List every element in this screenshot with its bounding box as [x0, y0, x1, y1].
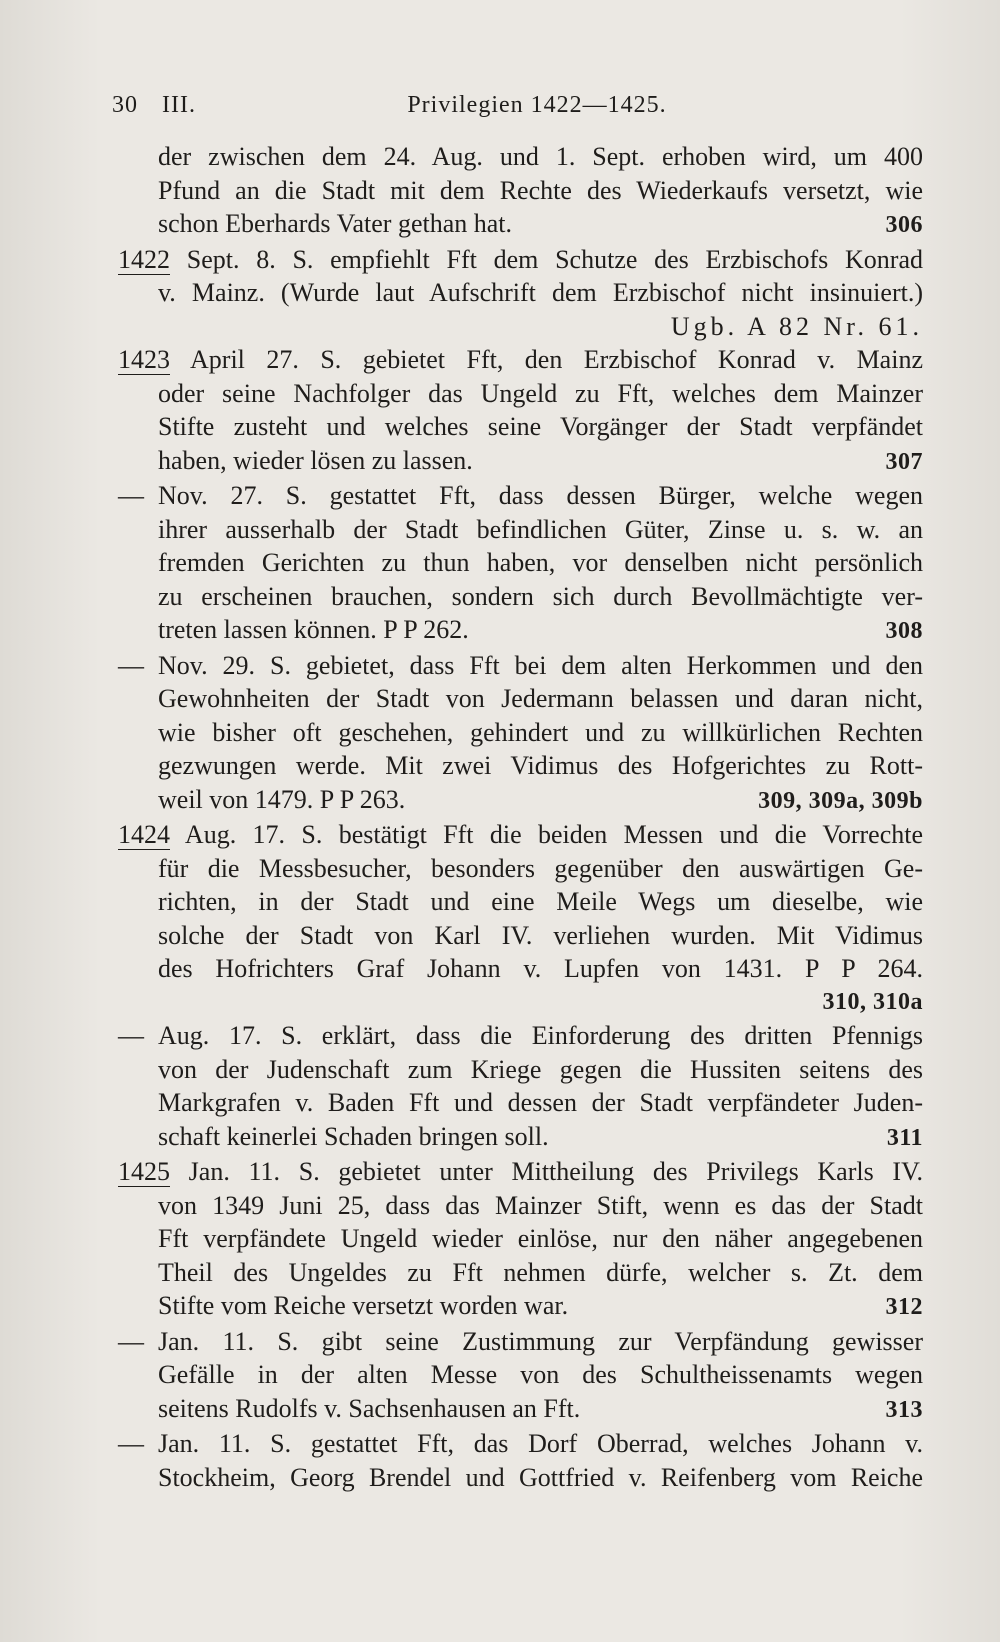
regest-entry: [118, 243, 923, 344]
entry-text: Jan. 11. S. gebietet unter Mittheilung des Privilegs Karls IV.: [170, 1157, 923, 1186]
entry-year: 1424: [118, 820, 170, 849]
entry-number-line: [158, 986, 923, 1020]
regest-entry: [118, 1325, 923, 1428]
entry-text: April 27. S. gebietet Fft, den Erzbischof Konrad v. Mainz: [170, 345, 923, 374]
entry-last-line: [158, 783, 923, 819]
entry-line: Theil des Ungeldes zu Fft nehmen dürfe, welcher s. Zt. dem: [158, 1257, 923, 1287]
entry-first-line: [118, 1155, 923, 1189]
regest-entry: [118, 479, 923, 649]
entry-last-line: [158, 1120, 923, 1156]
entry-text: weil von 1479. P P 263.: [158, 784, 406, 814]
entry-year: 1422: [118, 244, 170, 274]
regest-number: 306: [885, 212, 923, 238]
entry-line: ihrer ausserhalb der Stadt befindlichen Güter, Zinse u. s. w. an: [158, 514, 923, 544]
entry-line: wie bisher oft geschehen, gehindert und zu willkürlichen Rechten: [158, 717, 923, 747]
entry-first-line: [118, 1427, 923, 1461]
ditto-dash: —: [118, 1326, 144, 1356]
regest-number: 312: [885, 1294, 923, 1320]
regest-entry: [118, 1155, 923, 1325]
regest-entry: [118, 1427, 923, 1494]
regest-entry: [118, 343, 923, 479]
source-reference: Ugb. A 82 Nr. 61.: [670, 311, 923, 341]
regest-number: 311: [886, 1124, 923, 1151]
regest-entry: [118, 649, 923, 819]
entry-line: von 1349 Juni 25, dass das Mainzer Stift, wenn es das der Stadt: [158, 1190, 923, 1220]
regest-entry: [118, 140, 923, 243]
regest-entry: [118, 818, 923, 1019]
entry-text: seitens Rudolfs v. Sachsenhausen an Fft.: [158, 1393, 581, 1423]
page-number: 30: [112, 92, 138, 118]
entry-line: Gefälle in der alten Messe von des Schultheissenamts wegen: [158, 1360, 923, 1389]
entry-year: 1425: [118, 1157, 170, 1186]
entry-text: Aug. 17. S. bestätigt Fft die beiden Messen und die Vorrechte: [170, 820, 923, 849]
entry-text: Stifte vom Reiche versetzt worden war.: [158, 1291, 569, 1320]
entry-text: schon Eberhards Vater gethan hat.: [158, 209, 513, 238]
ditto-dash: —: [118, 481, 144, 510]
entry-text: Aug. 17. S. erklärt, dass die Einforderung des dritten Pfennigs: [158, 1021, 923, 1050]
entry-year: 1423: [118, 345, 170, 374]
regest-number: 310, 310a: [822, 988, 923, 1015]
entry-line: v. Mainz. (Wurde laut Aufschrift dem Erzbischof nicht insinuiert.): [158, 278, 923, 307]
entry-line: fremden Gerichten zu thun haben, vor denselben nicht persönlich: [158, 548, 923, 577]
document-body: [118, 140, 923, 1494]
entry-last-line: [158, 613, 923, 649]
entry-line: solche der Stadt von Karl IV. verliehen wurden. Mit Vidimus: [158, 920, 923, 950]
entry-last-line: [158, 1289, 923, 1325]
entry-line: Stockheim, Georg Brendel und Gottfried v. Reifenberg vom Reiche: [158, 1462, 923, 1492]
running-header: [112, 92, 922, 132]
entry-first-line: [118, 818, 923, 852]
page-title: Privilegien 1422—1425.: [407, 92, 667, 118]
entry-line: richten, in der Stadt und eine Meile Wegs um dieselbe, wie: [158, 887, 923, 916]
entry-text: haben, wieder lösen zu lassen.: [158, 445, 473, 475]
entry-line: gezwungen werde. Mit zwei Vidimus des Hofgerichtes zu Rott-: [158, 751, 923, 780]
section-number: III.: [162, 92, 196, 118]
entry-line: von der Judenschaft zum Kriege gegen die Hussiten seitens des: [158, 1054, 923, 1084]
entry-text: treten lassen können. P P 262.: [158, 615, 469, 644]
entry-last-line: [158, 207, 923, 243]
entry-line: des Hofrichters Graf Johann v. Lupfen von 1431. P P 264.: [158, 954, 923, 983]
entry-last-line: [158, 1392, 923, 1428]
entry-first-line: [118, 343, 923, 377]
entry-line: Fft verpfändete Ungeld wieder einlöse, nur den näher angegebenen: [158, 1224, 923, 1253]
entry-text: Sept. 8. S. empfiehlt Fft dem Schutze des Erzbischofs Konrad: [170, 244, 923, 274]
entry-text: Jan. 11. S. gibt seine Zustimmung zur Verpfändung gewisser: [158, 1326, 923, 1356]
ditto-dash: —: [118, 650, 144, 680]
entry-first-line: [118, 649, 923, 683]
entry-first-line: [118, 479, 923, 513]
entry-text: Nov. 27. S. gestattet Fft, dass dessen Bürger, welche wegen: [158, 481, 923, 510]
entry-line: für die Messbesucher, besonders gegenüber den auswärtigen Ge-: [158, 853, 923, 883]
regest-number: 308: [885, 618, 923, 644]
regest-entry: [118, 1019, 923, 1155]
entry-first-line: [118, 1019, 923, 1053]
entry-line: Markgrafen v. Baden Fft und dessen der Stadt verpfändeter Juden-: [158, 1088, 923, 1117]
entry-first-line: [118, 1325, 923, 1359]
ditto-dash: —: [118, 1021, 144, 1050]
entry-line: zu erscheinen brauchen, sondern sich durch Bevollmächtigte ver-: [158, 581, 923, 611]
entry-last-line: [158, 444, 923, 480]
entry-text: schaft keinerlei Schaden bringen soll.: [158, 1121, 549, 1151]
regest-number: 313: [885, 1396, 923, 1423]
entry-line: oder seine Nachfolger das Ungeld zu Fft, welches dem Mainzer: [158, 378, 923, 408]
regest-number: 307: [885, 448, 923, 475]
ditto-dash: —: [118, 1429, 144, 1458]
entry-line: Stifte zusteht und welches seine Vorgänger der Stadt verpfändet: [158, 412, 923, 441]
entry-first-line: [118, 243, 923, 277]
entry-line: der zwischen dem 24. Aug. und 1. Sept. erhoben wird, um 400: [158, 142, 923, 171]
regest-number: 309, 309a, 309b: [758, 787, 923, 814]
entry-text: Nov. 29. S. gebietet, dass Fft bei dem alten Herkommen und den: [158, 650, 923, 680]
entry-text: Jan. 11. S. gestattet Fft, das Dorf Oberrad, welches Johann v.: [158, 1429, 923, 1458]
entry-line: Pfund an die Stadt mit dem Rechte des Wiederkaufs versetzt, wie: [158, 175, 923, 205]
entry-line: Gewohnheiten der Stadt von Jedermann belassen und daran nicht,: [158, 684, 923, 713]
